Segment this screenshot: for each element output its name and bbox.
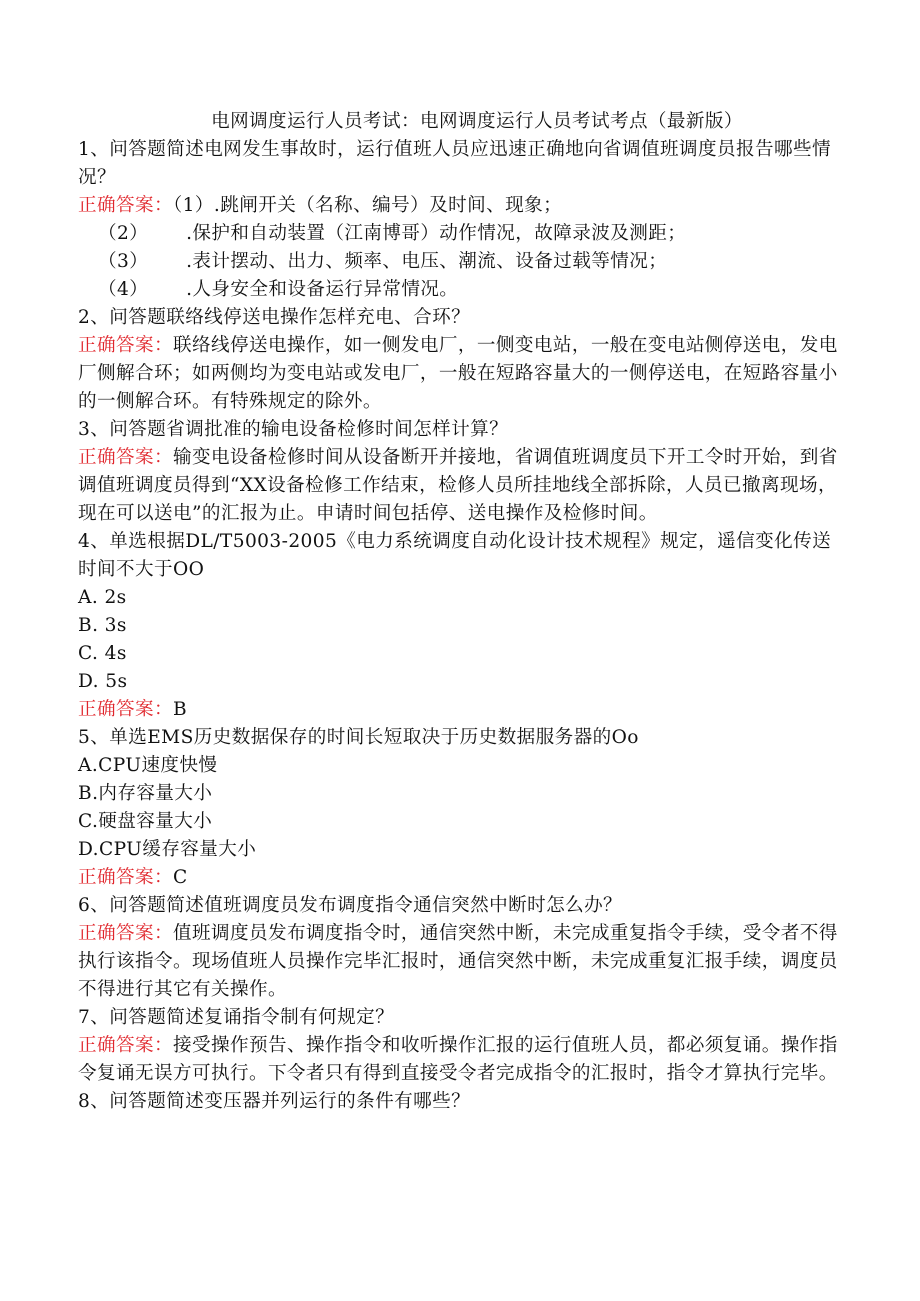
answer-text: 接受操作预告、操作指令和收听操作汇报的运行值班人员，都必须复诵。操作指令复诵无误方可执行。下令者只有得到直接受令者完成指令的汇报时，指令才算执行完毕。 bbox=[78, 1035, 838, 1084]
question-block bbox=[78, 1004, 848, 1088]
question-text: 2、问答题联络线停送电操作怎样充电、合环？ bbox=[78, 307, 471, 328]
answer-label: 正确答案： bbox=[78, 699, 173, 720]
answer-label: 正确答案： bbox=[78, 195, 173, 216]
question-block bbox=[78, 416, 848, 528]
answer-line bbox=[78, 864, 848, 892]
option-a: A. 2s bbox=[78, 587, 127, 608]
answer-text: C bbox=[172, 867, 188, 888]
answer-line bbox=[78, 192, 848, 220]
answer-line bbox=[78, 920, 848, 1004]
option-d: D. 5s bbox=[78, 671, 128, 692]
answer-label: 正确答案： bbox=[78, 447, 173, 468]
option-b: B.内存容量大小 bbox=[78, 783, 213, 804]
answer-label: 正确答案： bbox=[78, 335, 173, 356]
question-block bbox=[78, 304, 848, 416]
question-block bbox=[78, 724, 848, 892]
option-c: C. 4s bbox=[78, 643, 127, 664]
answer-sub-item: （4） .人身安全和设备运行异常情况。 bbox=[98, 279, 459, 300]
question-text: 6、问答题简述值班调度员发布调度指令通信突然中断时怎么办？ bbox=[78, 895, 623, 916]
question-text: 1、问答题简述电网发生事故时，运行值班人员应迅速正确地向省调值班调度员报告哪些情况？ bbox=[78, 139, 831, 188]
answer-text: 值班调度员发布调度指令时，通信突然中断，未完成重复指令手续，受令者不得执行该指令。现场值班人员操作完毕汇报时，通信突然中断，未完成重复汇报手续，调度员不得进行其它有关操作。 bbox=[78, 923, 838, 1000]
answer-text: 输变电设备检修时间从设备断开并接地，省调值班调度员下开工令时开始，到省调值班调度员得到“XX设备检修工作结束，检修人员所挂地线全部拆除，人员已撤离现场，现在可以送电”的汇报为止。申请时间包括停、送电操作及检修时间。 bbox=[78, 447, 838, 524]
question-text: 4、单选根据DL/T5003-2005《电力系统调度自动化设计技术规程》规定，遥信变化传送时间不大于OO bbox=[78, 531, 832, 580]
answer-label: 正确答案： bbox=[78, 1035, 173, 1056]
question-text: 5、单选EMS历史数据保存的时间长短取决于历史数据服务器的Oo bbox=[78, 727, 639, 748]
answer-line bbox=[78, 696, 848, 724]
answer-line bbox=[78, 444, 848, 528]
question-text: 8、问答题简述变压器并列运行的条件有哪些？ bbox=[78, 1091, 471, 1112]
answer-text: （1）.跳闸开关（名称、编号）及时间、现象； bbox=[172, 195, 563, 216]
question-text: 3、问答题省调批准的输电设备检修时间怎样计算？ bbox=[78, 419, 509, 440]
answer-label: 正确答案： bbox=[78, 867, 173, 888]
option-b: B. 3s bbox=[78, 615, 127, 636]
answer-text: B bbox=[172, 699, 188, 720]
option-c: C.硬盘容量大小 bbox=[78, 811, 213, 832]
document-page bbox=[78, 108, 848, 1116]
answer-label: 正确答案： bbox=[78, 923, 173, 944]
question-text: 7、问答题简述复诵指令制有何规定？ bbox=[78, 1007, 395, 1028]
question-block bbox=[78, 528, 848, 724]
document-title: 电网调度运行人员考试：电网调度运行人员考试考点（最新版） bbox=[211, 111, 743, 132]
option-d: D.CPU缓存容量大小 bbox=[78, 839, 257, 860]
question-block bbox=[78, 1088, 848, 1116]
answer-sub-item: （2） .保护和自动装置（江南博哥）动作情况，故障录波及测距； bbox=[98, 223, 687, 244]
option-a: A.CPU速度快慢 bbox=[78, 755, 218, 776]
question-block bbox=[78, 136, 848, 304]
question-block bbox=[78, 892, 848, 1004]
answer-text: 联络线停送电操作，如一侧发电厂，一侧变电站，一般在变电站侧停送电，发电厂侧解合环；如两侧均为变电站或发电厂，一般在短路容量大的一侧停送电，在短路容量小的一侧解合环。有特殊规定的除外。 bbox=[78, 335, 838, 412]
answer-line bbox=[78, 1032, 848, 1088]
answer-sub-item: （3） .表计摆动、出力、频率、电压、潮流、设备过载等情况； bbox=[98, 251, 668, 272]
answer-line bbox=[78, 332, 848, 416]
